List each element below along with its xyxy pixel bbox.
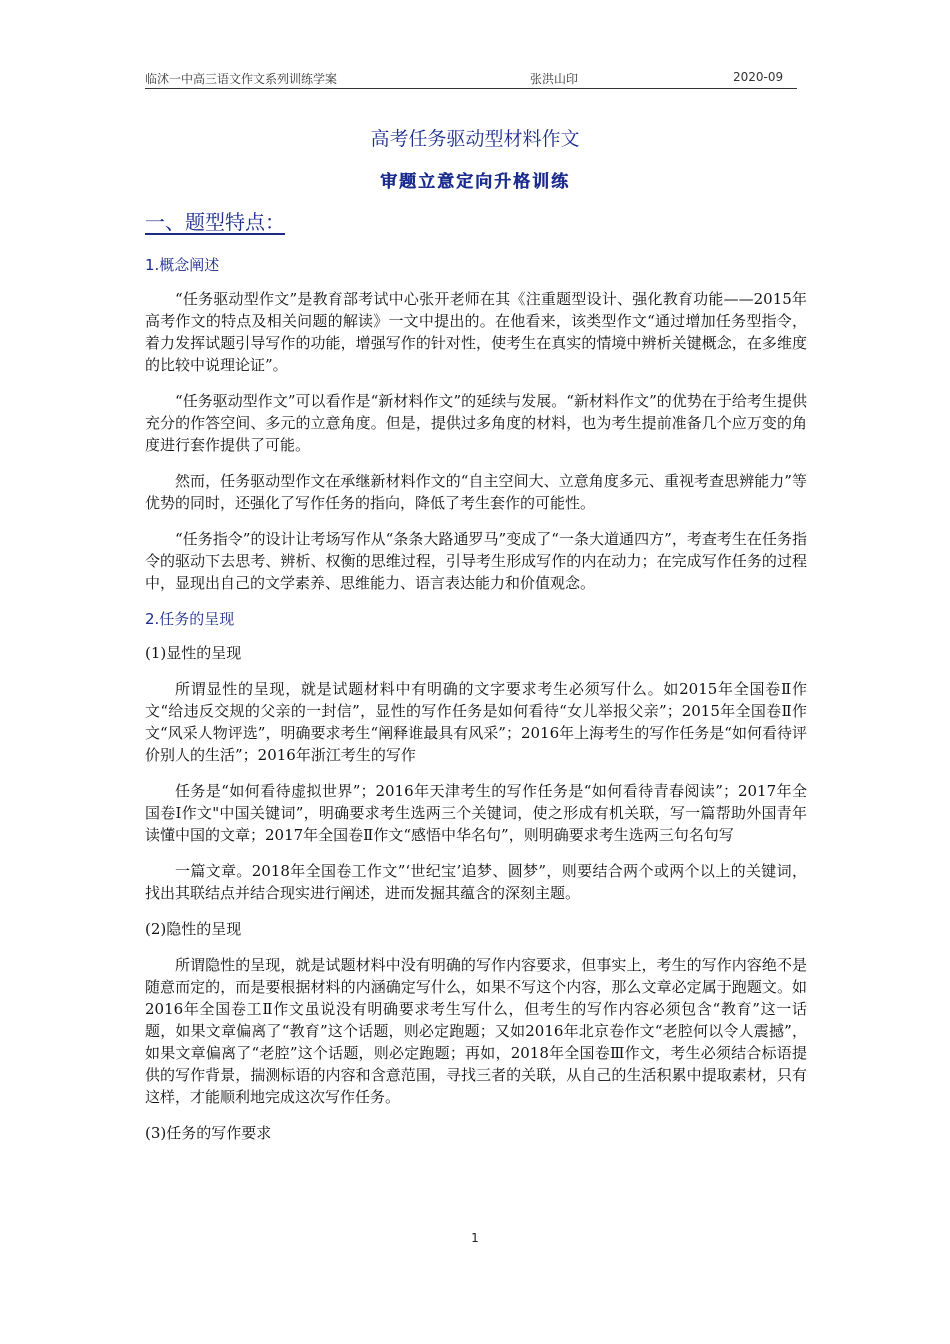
section-heading: 一、题型特点： bbox=[145, 210, 285, 234]
item-heading-explicit: (1)显性的呈现 bbox=[145, 644, 242, 662]
document-title: 高考任务驱动型材料作文 bbox=[370, 128, 580, 150]
page-number: 1 bbox=[471, 1231, 479, 1245]
page-header bbox=[145, 70, 797, 89]
paragraph: 所谓显性的呈现，就是试题材料中有明确的文字要求考生必须写什么。如2015年全国卷Ⅱ作文“给违反交规的父亲的一封信”，显性的写作任务是如何看待“女儿举报父亲”；2015年全国卷Ⅱ作文“风采人物评选”，明确要求考生“阐释谁最具有风采”；2016年上海考生的写作任务是“如何看待评价别人的生活”；2016年浙江考生的写作 bbox=[145, 680, 807, 764]
paragraph: “任务指令”的设计让考场写作从“条条大路通罗马”变成了“一条大道通四方”，考查考生在任务指令的驱动下去思考、辨析、权衡的思维过程，引导考生形成写作的内在动力；在完成写作任务的过程中，显现出自己的文学素养、思维能力、语言表达能力和价值观念。 bbox=[145, 530, 807, 592]
paragraph: 一篇文章。2018年全国卷工作文”‘世纪宝’追梦、圆梦”，则要结合两个或两个以上的关键词，找出其联结点并结合现实进行阐述，进而发掘其蕴含的深刻主题。 bbox=[145, 862, 807, 902]
document-body bbox=[145, 205, 807, 1158]
header-author: 张洪山印 bbox=[530, 72, 579, 86]
paragraph: “任务驱动型作文”可以看作是“新材料作文”的延续与发展。“新材料作文”的优势在于给考生提供充分的作答空间、多元的立意角度。但是，提供过多角度的材料，也为考生提前准备几个应万变的角度进行套作提供了可能。 bbox=[145, 392, 807, 454]
paragraph: “任务驱动型作文”是教育部考试中心张开老师在其《注重题型设计、强化教育功能——2015年高考作文的特点及相关问题的解读》一文中提出的。在他看来，该类型作文“通过增加任务型指令，着力发挥试题引导写作的功能，增强写作的针对性，使考生在真实的情境中辨析关键概念，在多维度的比较中说理论证”。 bbox=[145, 290, 807, 374]
subsection-heading-presentation: 2.任务的呈现 bbox=[145, 610, 235, 628]
document-subtitle: 审题立意定向升格训练 bbox=[380, 172, 570, 192]
item-heading-requirements: (3)任务的写作要求 bbox=[145, 1124, 272, 1142]
paragraph: 所谓隐性的呈现，就是试题材料中没有明确的写作内容要求，但事实上，考生的写作内容绝不是随意而定的，而是要根据材料的内涵确定写什么，如果不写这个内容，那么文章必定属于跑题文。如 2016年全国卷工Ⅱ作文虽说没有明确要求考生写什么，但考生的写作内容必须包含“教育”这一话题，如果文章偏离了“教育”这个话题，则必定跑题；又如2016年北京卷作文“老腔何以令人震撼”，如果文章偏离了“老腔”这个话题，则必定跑题；再如，2018年全国卷Ⅲ作文，考生必须结合标语提供的写作背景，揣测标语的内容和含意范围，寻找三者的关联，从自己的生活积累中提取素材，只有这样，才能顺利地完成这次写作任务。 bbox=[145, 956, 807, 1106]
subsection-heading-concept: 1.概念阐述 bbox=[145, 256, 220, 274]
paragraph: 然而，任务驱动型作文在承继新材料作文的“自主空间大、立意角度多元、重视考查思辨能力”等优势的同时，还强化了写作任务的指向，降低了考生套作的可能性。 bbox=[145, 472, 807, 512]
item-heading-implicit: (2)隐性的呈现 bbox=[145, 920, 242, 938]
header-course-title: 临沭一中高三语文作文系列训练学案 bbox=[145, 72, 338, 86]
paragraph: 任务是“如何看待虚拟世界”；2016年天津考生的写作任务是“如何看待青春阅读”；2017年全国卷Ⅰ作文"中国关键词”，明确要求考生选两三个关键词，使之形成有机关联，写一篇帮助外国青年读懂中国的文章；2017年全国卷Ⅱ作文“感悟中华名句”，则明确要求考生选两三句名句写 bbox=[145, 782, 807, 844]
header-date: 2020-09 bbox=[733, 70, 784, 84]
